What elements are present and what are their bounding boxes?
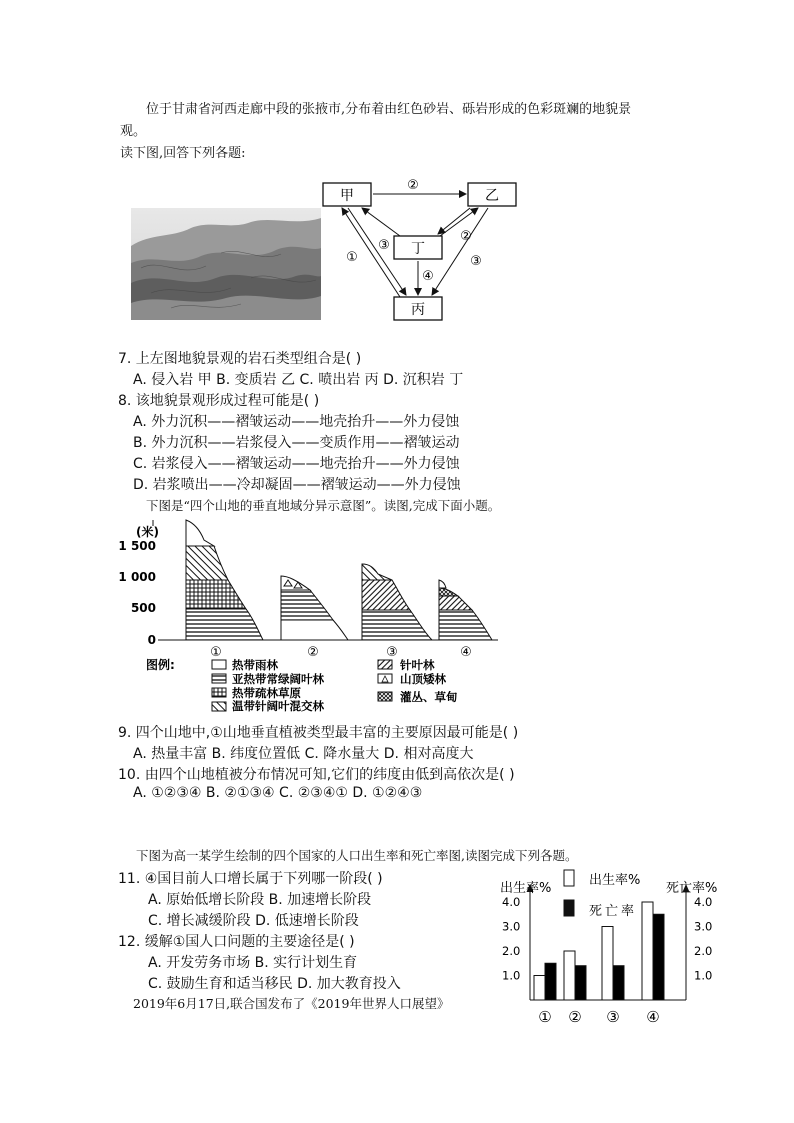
legend-swatch-mixed xyxy=(212,702,226,711)
landscape-photo xyxy=(131,208,321,320)
legend-shrub: 灌丛、草甸 xyxy=(400,690,458,704)
intro-line-1: 位于甘肃省河西走廊中段的张掖市,分布着由红色砂岩、砾岩形成的色彩斑斓的地貌景 xyxy=(146,102,632,117)
mountain-label-2: ② xyxy=(307,645,319,660)
ytick-l-1: 2.0 xyxy=(502,944,521,958)
arrow-ding-jia xyxy=(362,208,400,236)
label-arrow-jia-ding: ③ xyxy=(378,238,390,253)
label-arrow-yi-ding: ② xyxy=(460,229,472,244)
legend-rainforest: 热带雨林 xyxy=(232,658,278,672)
q11-options-cd: C. 增长减缓阶段 D. 低速增长阶段 xyxy=(148,913,359,929)
intro-line-3: 读下图,回答下列各题: xyxy=(120,146,246,161)
intro-line-2: 观。 xyxy=(120,124,147,139)
ytick-r-2: 3.0 xyxy=(694,919,713,934)
ytick-1500: 1 500 xyxy=(118,539,156,553)
ytick-r-1: 2.0 xyxy=(694,944,713,958)
node-jia-label: 甲 xyxy=(340,188,354,204)
q12-stem: 12. 缓解①国人口问题的主要途径是( ) xyxy=(118,934,355,950)
xcat-2: ② xyxy=(568,1008,582,1026)
q10-stem: 10. 由四个山地植被分布情况可知,它们的纬度由低到高依次是( ) xyxy=(118,767,515,783)
legend-swatch-shrub xyxy=(378,692,392,701)
legend-swatch-rainforest xyxy=(212,660,226,669)
q8-stem: 8. 该地貌景观形成过程可能是( ) xyxy=(118,393,320,409)
bar-birth-3 xyxy=(602,927,613,1001)
mountain-label-3: ③ xyxy=(386,645,398,660)
ytick-l-2: 3.0 xyxy=(502,919,521,934)
pop-intro: 下图为高一某学生绘制的四个国家的人口出生率和死亡率图,读图完成下列各题。 xyxy=(136,848,578,863)
q9-options: A. 热量丰富 B. 纬度位置低 C. 降水量大 D. 相对高度大 xyxy=(133,746,474,762)
label-arrow-yi-bing: ③ xyxy=(470,254,482,269)
mountain-label-1: ① xyxy=(210,645,222,660)
legend-title: 图例: xyxy=(146,658,175,672)
legend-birth: 出生率% xyxy=(589,873,641,888)
ylabel-left: 出生率% xyxy=(500,881,552,896)
xcat-4: ④ xyxy=(646,1008,660,1026)
population-chart xyxy=(498,866,720,1028)
xcat-1: ① xyxy=(538,1008,552,1026)
legend-conifer: 针叶林 xyxy=(400,658,435,672)
xcat-3: ③ xyxy=(606,1008,620,1026)
mountain-1 xyxy=(186,520,263,640)
mountain-4 xyxy=(439,580,492,640)
legend-swatch-conifer xyxy=(378,660,392,669)
q11-stem: 11. ④国目前人口增长属于下列哪一阶段( ) xyxy=(118,871,383,887)
bar-death-3 xyxy=(613,966,624,1000)
node-ding-label: 丁 xyxy=(411,241,425,257)
mountain-chart xyxy=(118,518,508,713)
bar-birth-4 xyxy=(642,902,653,1000)
mountain-2 xyxy=(281,576,348,640)
ytick-500: 500 xyxy=(130,601,156,615)
legend-evergreen: 亚热带常绿阔叶林 xyxy=(232,672,324,686)
ytick-1000: 1 000 xyxy=(118,570,156,584)
bar-death-4 xyxy=(653,914,664,1000)
bar-birth-2 xyxy=(564,951,575,1000)
legend-mixed: 温带针阔叶混交林 xyxy=(232,699,324,713)
legend-swatch-savanna xyxy=(212,688,226,697)
label-arrow-top: ② xyxy=(407,178,419,193)
q8-option-d: D. 岩浆喷出——冷却凝固——褶皱运动——外力侵蚀 xyxy=(133,477,461,493)
footer-line: 2019年6月17日,联合国发布了《2019年世界人口展望》 xyxy=(133,996,450,1011)
ytick-l-3: 4.0 xyxy=(502,895,521,909)
mountain-label-4: ④ xyxy=(460,645,472,660)
q12-options-cd: C. 鼓励生育和适当移民 D. 加大教育投入 xyxy=(148,976,401,992)
bar-death-2 xyxy=(575,966,586,1000)
bar-birth-1 xyxy=(534,976,545,1001)
label-arrow-left: ① xyxy=(346,250,358,265)
ylabel-right: 死亡率% xyxy=(666,881,718,896)
q12-options-ab: A. 开发劳务市场 B. 实行计划生育 xyxy=(148,955,358,971)
label-arrow-ding-bing: ④ xyxy=(422,269,434,284)
legend-death: 死亡率 xyxy=(589,904,638,919)
legend-death-swatch xyxy=(564,900,574,916)
legend-swatch-evergreen xyxy=(212,674,226,683)
mountain-3 xyxy=(362,564,432,640)
mountain-intro: 下图是“四个山地的垂直地域分异示意图”。读图,完成下面小题。 xyxy=(146,498,501,513)
q8-option-a: A. 外力沉积——褶皱运动——地壳抬升——外力侵蚀 xyxy=(133,414,460,430)
ytick-0: 0 xyxy=(147,633,156,647)
q8-option-c: C. 岩浆侵入——褶皱运动——地壳抬升——外力侵蚀 xyxy=(133,456,460,472)
q8-option-b: B. 外力沉积——岩浆侵入——变质作用——褶皱运动 xyxy=(133,435,460,451)
q9-stem: 9. 四个山地中,①山地垂直植被类型最丰富的主要原因最可能是( ) xyxy=(118,725,519,741)
node-bing-label: 丙 xyxy=(411,302,425,318)
ytick-l-0: 1.0 xyxy=(502,968,521,983)
ytick-r-0: 1.0 xyxy=(694,968,713,983)
legend-elfin: 山顶矮林 xyxy=(400,672,446,686)
legend-birth-swatch xyxy=(564,870,574,886)
q7-stem: 7. 上左图地貌景观的岩石类型组合是( ) xyxy=(118,351,362,367)
legend-savanna: 热带疏林草原 xyxy=(232,686,301,700)
y-unit: (米) xyxy=(136,525,159,539)
rock-cycle-diagram xyxy=(318,178,523,323)
q7-options: A. 侵入岩 甲 B. 变质岩 乙 C. 喷出岩 丙 D. 沉积岩 丁 xyxy=(133,372,464,388)
q11-options-ab: A. 原始低增长阶段 B. 加速增长阶段 xyxy=(148,892,372,908)
bar-death-1 xyxy=(545,963,556,1000)
node-yi-label: 乙 xyxy=(485,188,499,204)
ytick-r-3: 4.0 xyxy=(694,895,713,909)
q10-options: A. ①②③④ B. ②①③④ C. ②③④① D. ①②④③ xyxy=(133,785,423,801)
